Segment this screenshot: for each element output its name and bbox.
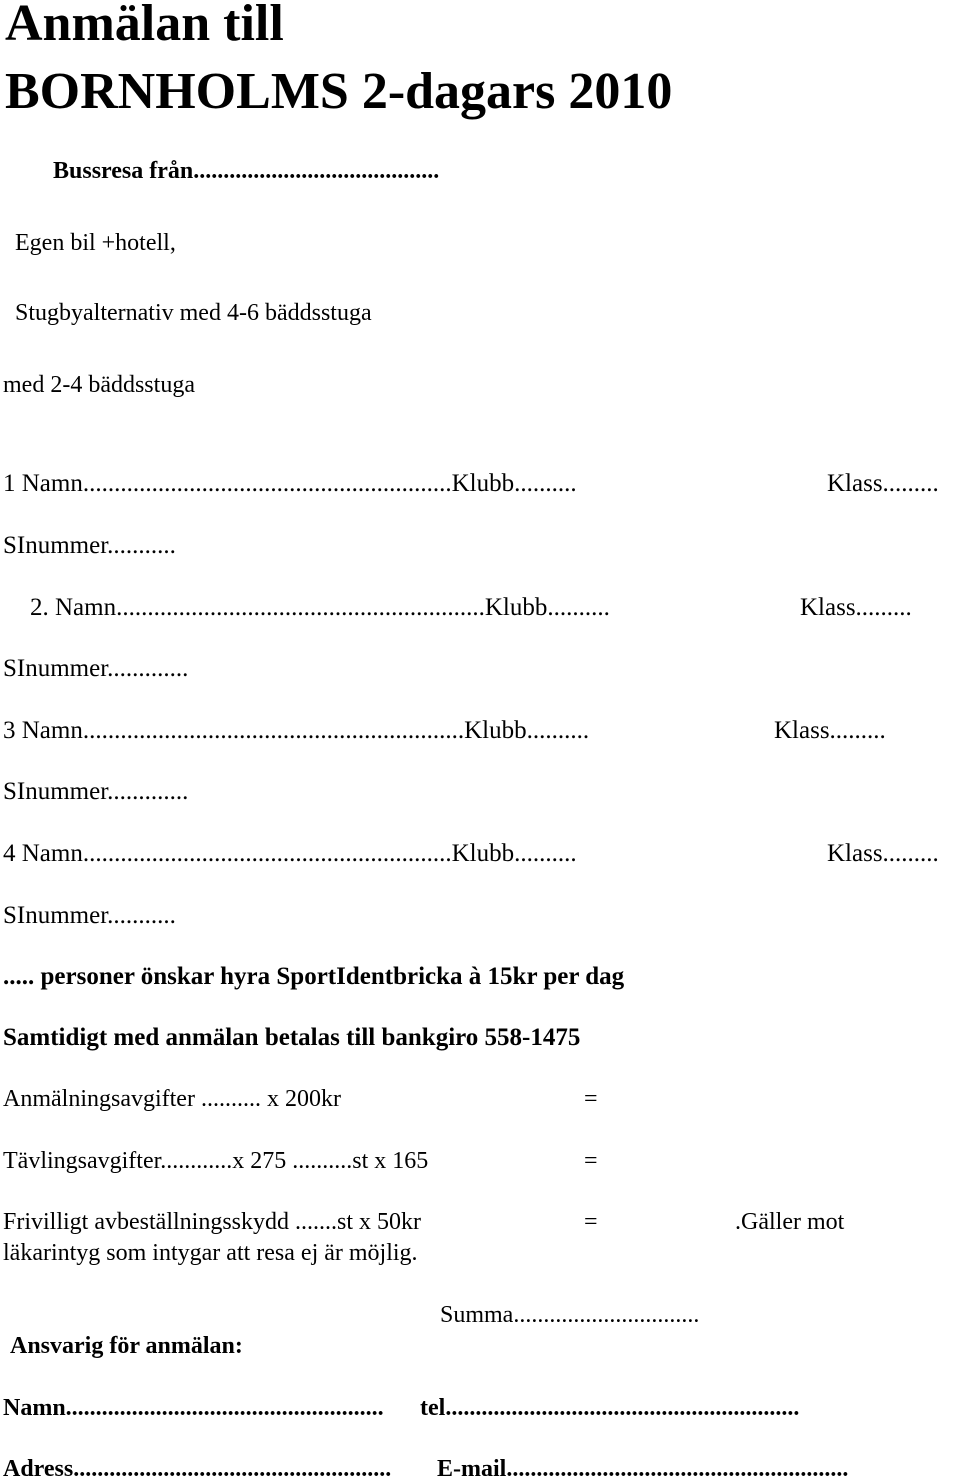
- registration-fee: Anmälningsavgifter .......... x 200kr: [3, 1086, 341, 1112]
- participant-4-si: SInummer...........: [3, 902, 176, 929]
- sportident-rental: ..... personer önskar hyra SportIdentbricka à 15kr per dag: [3, 963, 625, 990]
- responsible-name: Namn.....................................................: [3, 1395, 384, 1421]
- participant-1-si: SInummer...........: [3, 532, 176, 559]
- cancellation-insurance: Frivilligt avbeställningsskydd .......st x 50kr: [3, 1209, 421, 1235]
- cancellation-insurance-equals: =: [584, 1209, 598, 1235]
- participant-4-class: Klass.........: [827, 840, 939, 867]
- participant-3-name-club: 3 Namn.............................................................Klubb..........: [3, 717, 590, 744]
- cabin-4-6-option: Stugbyalternativ med 4-6 bäddsstuga: [15, 300, 372, 326]
- cabin-2-4-option: med 2-4 bäddsstuga: [3, 372, 195, 398]
- participant-1-class: Klass.........: [827, 470, 939, 497]
- registration-fee-equals: =: [584, 1086, 598, 1112]
- sum-line: Summa...............................: [440, 1302, 700, 1328]
- bus-option: Bussresa från.........................................: [53, 158, 440, 184]
- payment-info: Samtidigt med anmälan betalas till bankgiro 558-1475: [3, 1024, 581, 1051]
- insurance-note-part-2: läkarintyg som intygar att resa ej är möjlig.: [3, 1240, 418, 1266]
- participant-4-name-club: 4 Namn...........................................................Klubb..........: [3, 840, 577, 867]
- responsible-tel: tel...........................................................: [420, 1395, 800, 1421]
- responsible-heading: Ansvarig för anmälan:: [10, 1333, 243, 1359]
- participant-1-name-club: 1 Namn...........................................................Klubb..........: [3, 470, 577, 497]
- competition-fee-equals: =: [584, 1148, 598, 1174]
- participant-2-si: SInummer.............: [3, 655, 189, 682]
- responsible-address: Adress.....................................................: [3, 1456, 392, 1482]
- responsible-email: E-mail.........................................................: [437, 1456, 849, 1482]
- competition-fee: Tävlingsavgifter............x 275 ..........st x 165: [3, 1148, 429, 1174]
- car-hotel-option: Egen bil +hotell,: [15, 230, 176, 256]
- participant-2-class: Klass.........: [800, 594, 912, 621]
- insurance-note-part-1: .Gäller mot: [735, 1209, 845, 1235]
- participant-3-class: Klass.........: [774, 717, 886, 744]
- participant-2-name-club: 2. Namn...........................................................Klubb..........: [30, 594, 610, 621]
- page-title-line-1: Anmälan till: [5, 0, 284, 52]
- participant-3-si: SInummer.............: [3, 778, 189, 805]
- page-title-line-2: BORNHOLMS 2-dagars 2010: [5, 63, 673, 120]
